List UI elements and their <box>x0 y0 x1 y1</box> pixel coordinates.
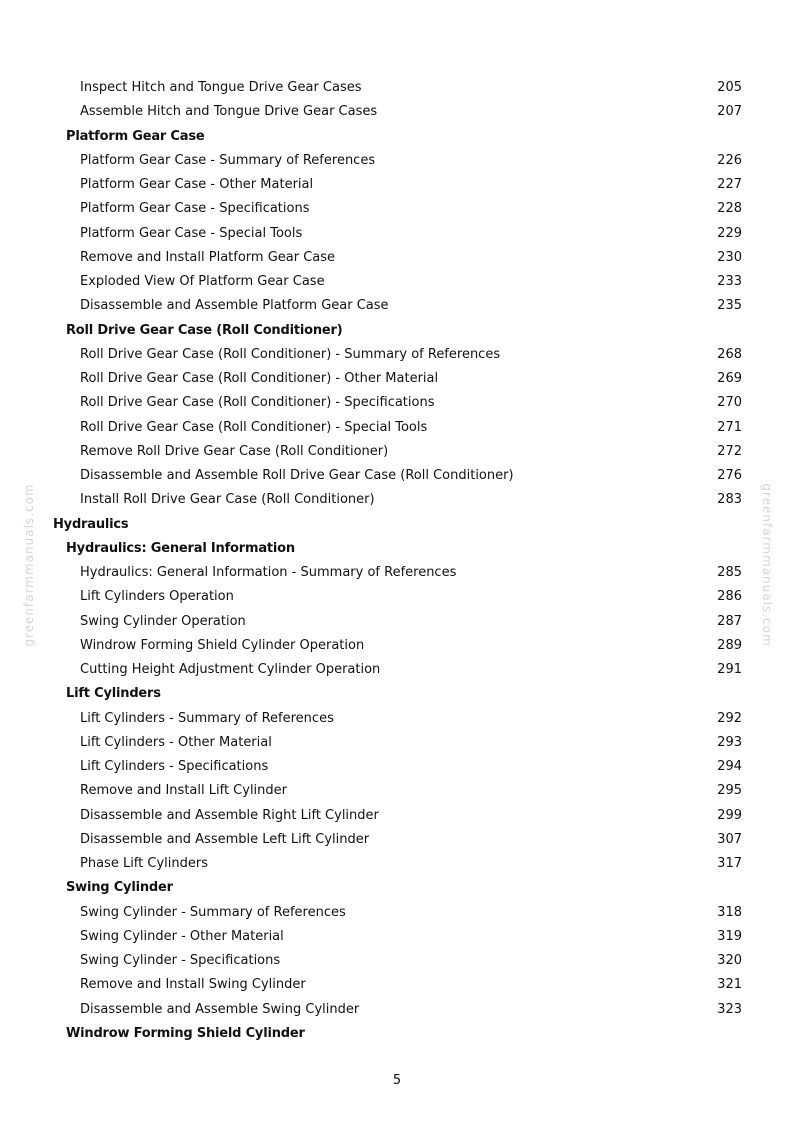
toc-entry[interactable] <box>0 464 794 488</box>
toc-chapter-heading[interactable] <box>0 513 794 537</box>
toc-entry-title: Platform Gear Case - Special Tools <box>80 225 303 241</box>
toc-entry-page-number: 285 <box>717 565 742 580</box>
toc-entry-page-number: 233 <box>717 274 742 289</box>
toc-entry-page-number: 319 <box>717 928 742 944</box>
toc-entry-title: Phase Lift Cylinders <box>80 856 208 871</box>
toc-section-heading[interactable] <box>0 1022 794 1046</box>
toc-entry-title: Swing Cylinder <box>66 880 173 896</box>
toc-entry-page-number: 320 <box>717 953 742 968</box>
toc-entry-title: Remove and Install Swing Cylinder <box>80 977 306 993</box>
toc-entry[interactable] <box>0 634 794 658</box>
toc-entry-page-number: 271 <box>717 419 742 435</box>
toc-entry-title: Exploded View Of Platform Gear Case <box>80 274 325 289</box>
toc-entry-title: Roll Drive Gear Case (Roll Conditioner) <box>66 322 343 338</box>
toc-entry-title: Platform Gear Case - Other Material <box>80 177 314 192</box>
watermark-left: greenfarmmanuals.com <box>22 483 36 647</box>
toc-entry[interactable] <box>0 391 794 415</box>
toc-entry-page-number: 287 <box>717 613 742 629</box>
toc-entry[interactable] <box>0 852 794 876</box>
toc-entry[interactable] <box>0 488 794 512</box>
toc-entry-page-number: 226 <box>717 152 742 168</box>
toc-entry[interactable] <box>0 949 794 973</box>
toc-entry-title: Disassemble and Assemble Platform Gear Case <box>80 298 389 314</box>
toc-entry-title: Hydraulics: General Information <box>66 540 295 556</box>
toc-entry-title: Roll Drive Gear Case (Roll Conditioner) - Specifications <box>80 395 435 411</box>
toc-entry-page-number: 229 <box>717 225 742 241</box>
toc-entry[interactable] <box>0 270 794 294</box>
toc-entry-title: Hydraulics: General Information - Summary of References <box>80 565 457 580</box>
toc-entry-title: Roll Drive Gear Case (Roll Conditioner) - Other Material <box>80 371 439 386</box>
toc-entry-title: Platform Gear Case - Summary of References <box>80 152 376 168</box>
toc-section-heading[interactable] <box>0 537 794 561</box>
toc-entry[interactable] <box>0 707 794 731</box>
toc-section-heading[interactable] <box>0 319 794 343</box>
toc-entry-title: Hydraulics <box>53 516 129 532</box>
toc-entry-page-number: 207 <box>717 104 742 120</box>
toc-entry[interactable] <box>0 731 794 755</box>
toc-entry-page-number: 230 <box>717 249 742 265</box>
toc-entry[interactable] <box>0 585 794 609</box>
toc-entry[interactable] <box>0 100 794 124</box>
toc-entry-title: Platform Gear Case <box>66 128 205 144</box>
toc-entry-title: Lift Cylinders - Specifications <box>80 759 269 774</box>
toc-entry-title: Platform Gear Case - Specifications <box>80 201 310 217</box>
toc-entry[interactable] <box>0 197 794 221</box>
toc-entry[interactable] <box>0 76 794 100</box>
toc-entry-page-number: 294 <box>717 759 742 774</box>
toc-entry[interactable] <box>0 658 794 682</box>
page-number: 5 <box>392 1073 402 1088</box>
toc-entry-page-number: 227 <box>717 177 742 192</box>
toc-entry-page-number: 270 <box>717 395 742 411</box>
toc-entry-title: Disassemble and Assemble Swing Cylinder <box>80 1001 360 1017</box>
toc-entry-title: Windrow Forming Shield Cylinder <box>66 1025 305 1041</box>
toc-entry-page-number: 269 <box>717 371 742 386</box>
toc-entry[interactable] <box>0 828 794 852</box>
toc-entry[interactable] <box>0 367 794 391</box>
toc-entry-title: Swing Cylinder - Summary of References <box>80 904 346 920</box>
watermark-right: greenfarmmanuals.com <box>760 483 774 647</box>
toc-entry[interactable] <box>0 294 794 318</box>
toc-entry[interactable] <box>0 416 794 440</box>
toc-entry-page-number: 286 <box>717 589 742 605</box>
toc-entry[interactable] <box>0 561 794 585</box>
toc-entry-title: Inspect Hitch and Tongue Drive Gear Cases <box>80 80 362 95</box>
toc-entry[interactable] <box>0 343 794 367</box>
toc-entry-page-number: 323 <box>717 1001 742 1017</box>
toc-entry[interactable] <box>0 246 794 270</box>
toc-entry-page-number: 289 <box>717 637 742 653</box>
toc-entry-page-number: 205 <box>717 80 742 95</box>
toc-entry-title: Disassemble and Assemble Left Lift Cylinder <box>80 831 370 847</box>
toc-entry-page-number: 307 <box>717 831 742 847</box>
toc-entry-title: Remove Roll Drive Gear Case (Roll Conditioner) <box>80 443 389 459</box>
toc-entry[interactable] <box>0 149 794 173</box>
toc-entry[interactable] <box>0 804 794 828</box>
toc-entry-title: Remove and Install Lift Cylinder <box>80 783 288 799</box>
toc-entry-title: Lift Cylinders - Summary of References <box>80 710 334 726</box>
toc-entry[interactable] <box>0 973 794 997</box>
toc-entry-title: Swing Cylinder Operation <box>80 613 246 629</box>
toc-entry-title: Remove and Install Platform Gear Case <box>80 249 336 265</box>
toc-entry-title: Swing Cylinder - Other Material <box>80 928 284 944</box>
toc-entry-title: Disassemble and Assemble Roll Drive Gear Case (Roll Conditioner) <box>80 468 514 483</box>
toc-entry[interactable] <box>0 779 794 803</box>
toc-entry-page-number: 228 <box>717 201 742 217</box>
toc-entry-page-number: 293 <box>717 734 742 750</box>
toc-entry-title: Roll Drive Gear Case (Roll Conditioner) - Summary of References <box>80 346 501 362</box>
toc-entry-title: Lift Cylinders Operation <box>80 589 234 605</box>
toc-entry[interactable] <box>0 173 794 197</box>
toc-entry-page-number: 283 <box>717 492 742 508</box>
toc-entry[interactable] <box>0 610 794 634</box>
toc-entry-page-number: 276 <box>717 468 742 483</box>
toc-section-heading[interactable] <box>0 682 794 706</box>
toc-entry[interactable] <box>0 755 794 779</box>
toc-entry-page-number: 272 <box>717 443 742 459</box>
toc-entry-title: Windrow Forming Shield Cylinder Operation <box>80 637 365 653</box>
table-of-contents <box>0 76 794 1046</box>
toc-entry-title: Swing Cylinder - Specifications <box>80 953 281 968</box>
toc-entry-title: Cutting Height Adjustment Cylinder Operation <box>80 662 381 677</box>
toc-entry-title: Install Roll Drive Gear Case (Roll Conditioner) <box>80 492 375 508</box>
toc-entry-page-number: 321 <box>717 977 742 993</box>
toc-entry-title: Lift Cylinders <box>66 686 161 702</box>
toc-entry-page-number: 235 <box>717 298 742 314</box>
toc-entry[interactable] <box>0 925 794 949</box>
toc-entry-page-number: 292 <box>717 710 742 726</box>
toc-entry-title: Roll Drive Gear Case (Roll Conditioner) - Special Tools <box>80 419 428 435</box>
toc-entry-title: Lift Cylinders - Other Material <box>80 734 272 750</box>
toc-entry[interactable] <box>0 222 794 246</box>
toc-entry-page-number: 291 <box>717 662 742 677</box>
toc-entry-title: Assemble Hitch and Tongue Drive Gear Cases <box>80 104 378 120</box>
toc-entry[interactable] <box>0 440 794 464</box>
toc-section-heading[interactable] <box>0 876 794 900</box>
toc-entry-page-number: 318 <box>717 904 742 920</box>
toc-entry[interactable] <box>0 901 794 925</box>
toc-entry-page-number: 268 <box>717 346 742 362</box>
toc-entry-page-number: 317 <box>717 856 742 871</box>
toc-section-heading[interactable] <box>0 125 794 149</box>
toc-entry-page-number: 299 <box>717 807 742 823</box>
toc-entry-title: Disassemble and Assemble Right Lift Cylinder <box>80 807 379 823</box>
toc-entry[interactable] <box>0 998 794 1022</box>
toc-entry-page-number: 295 <box>717 783 742 799</box>
